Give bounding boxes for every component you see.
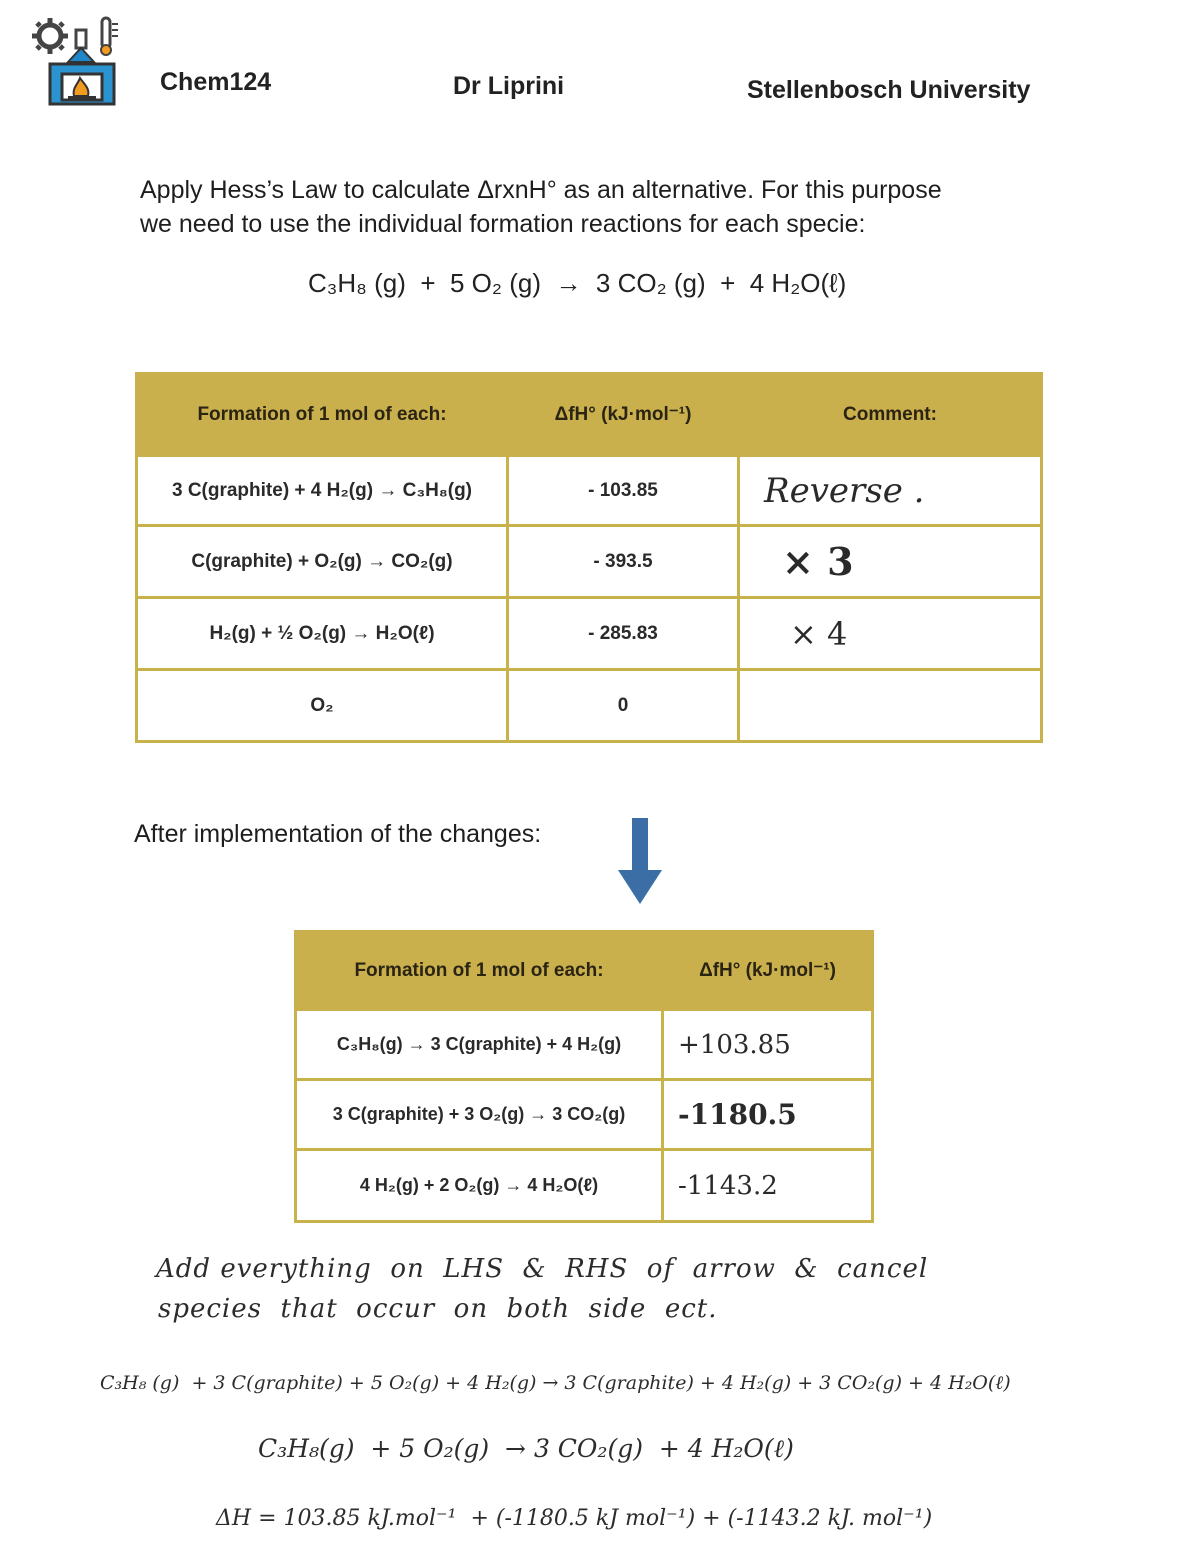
col-header-reaction: Formation of 1 mol of each: (296, 932, 663, 1010)
comment-cell (739, 670, 1042, 742)
table-row (296, 1080, 873, 1150)
col-header-reaction: Formation of 1 mol of each: (137, 374, 508, 456)
lab-furnace-gear-thermometer-icon (28, 12, 128, 112)
handwritten-net-equation: C₃H₈(g) + 5 O₂(g) → 3 CO₂(g) + 4 H₂O(ℓ) (258, 1434, 794, 1463)
table-row (137, 598, 1042, 670)
arrow-down-icon (614, 816, 666, 908)
enthalpy-cell: - 103.85 (508, 456, 739, 526)
intro-line-2: we need to use the individual formation reactions for each specie: (140, 210, 866, 238)
reaction-cell: C(graphite) + O₂(g) → CO₂(g) (137, 526, 508, 598)
handwritten-note-line-1: Add everything on LHS & RHS of arrow & cancel (156, 1254, 929, 1284)
enthalpy-cell: - 285.83 (508, 598, 739, 670)
table-row (137, 526, 1042, 598)
lecturer-name: Dr Liprini (453, 72, 565, 100)
university-name: Stellenbosch University (747, 76, 1031, 104)
enthalpy-cell: -1180.5 (663, 1080, 873, 1150)
col-header-enthalpy: ΔfH° (kJ·mol⁻¹) (508, 374, 739, 456)
handwritten-note-line-2: species that occur on both side ect. (158, 1294, 718, 1324)
col-header-enthalpy: ΔfH° (kJ·mol⁻¹) (663, 932, 873, 1010)
table-row (296, 1010, 873, 1080)
comment-cell: Reverse . (739, 456, 1042, 526)
reaction-cell: H₂(g) + ½ O₂(g) → H₂O(ℓ) (137, 598, 508, 670)
enthalpy-cell: - 393.5 (508, 526, 739, 598)
comment-cell: × 4 (739, 598, 1042, 670)
logo (28, 12, 128, 112)
comment-cell: × 3 (739, 526, 1042, 598)
enthalpy-cell: -1143.2 (663, 1150, 873, 1222)
reaction-cell: 3 C(graphite) + 3 O₂(g) → 3 CO₂(g) (296, 1080, 663, 1150)
course-code: Chem124 (160, 68, 272, 96)
reaction-cell: O₂ (137, 670, 508, 742)
handwritten-enthalpy-sum: ΔH = 103.85 kJ.mol⁻¹ + (-1180.5 kJ mol⁻¹) + (-1143.2 kJ. mol⁻¹) (216, 1506, 933, 1531)
reaction-cell: 4 H₂(g) + 2 O₂(g) → 4 H₂O(ℓ) (296, 1150, 663, 1222)
reaction-cell: 3 C(graphite) + 4 H₂(g) → C₃H₈(g) (137, 456, 508, 526)
enthalpy-cell: +103.85 (663, 1010, 873, 1080)
table-row (296, 1150, 873, 1222)
enthalpy-cell: 0 (508, 670, 739, 742)
reaction-cell: C₃H₈(g) → 3 C(graphite) + 4 H₂(g) (296, 1010, 663, 1080)
intro-line-1: Apply Hess’s Law to calculate ΔrxnH° as an alternative. For this purpose (140, 176, 942, 204)
after-changes-label: After implementation of the changes: (134, 820, 542, 848)
col-header-comment: Comment: (739, 374, 1042, 456)
overall-reaction: C₃H₈ (g) + 5 O₂ (g) → 3 CO₂ (g) + 4 H₂O(ℓ) (308, 268, 847, 298)
handwritten-sum-equation: C₃H₈ (g) + 3 C(graphite) + 5 O₂(g) + 4 H₂(g) → 3 C(graphite) + 4 H₂(g) + 3 CO₂(g) + 4 H₂O(ℓ) (100, 1372, 1011, 1394)
modified-formation-table (294, 930, 874, 1223)
table-row (137, 456, 1042, 526)
formation-table (135, 372, 1043, 743)
table-row (137, 670, 1042, 742)
